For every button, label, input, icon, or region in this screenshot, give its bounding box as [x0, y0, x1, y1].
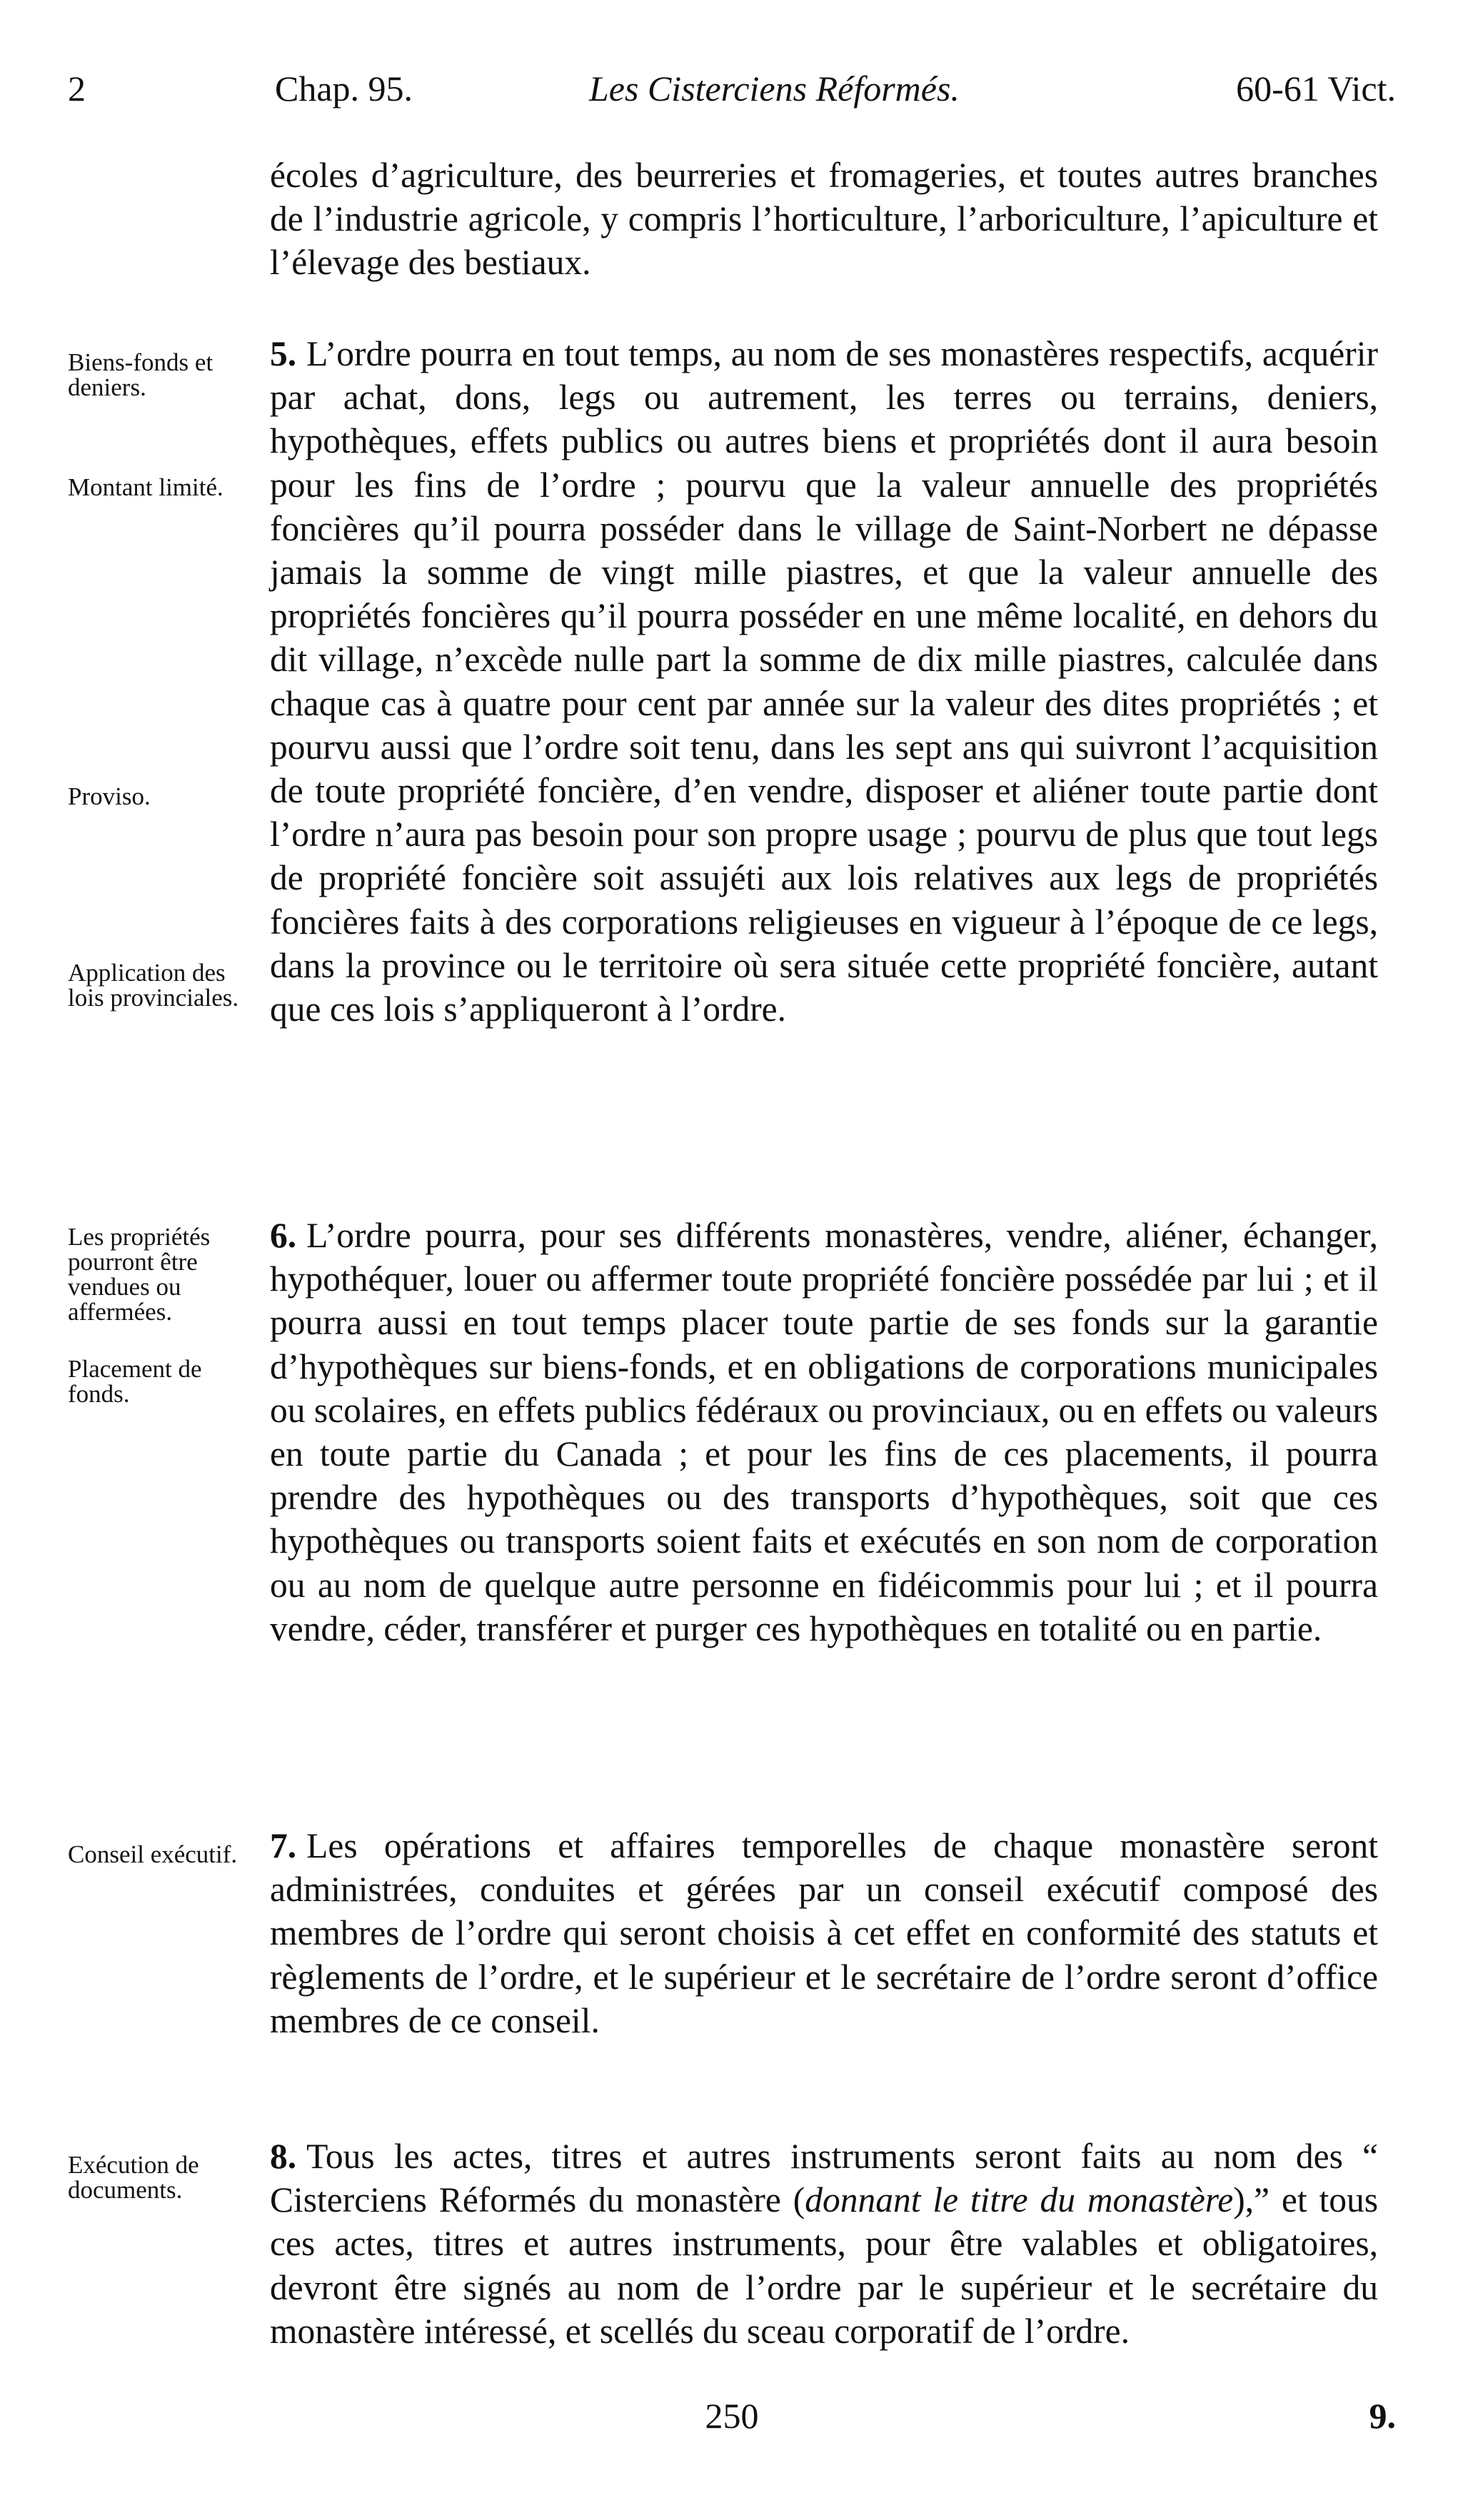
section-text: L’ordre pourra, pour ses différents monastères, vendre, aliéner, échanger, hypothéquer, louer ou affermer toute propriété foncière possédée par lui ; et il pourra aussi en tout temps placer toute partie de ses fonds sur la garantie d’hypothèques sur biens-fonds, et en obligations de corporations municipales ou scolaires, en effets publics fédéraux ou provinciaux, ou en effets ou valeurs en toute partie du Canada ; et pour les fins de ces placements, il pourra prendre des hypothèques ou des transports d’hypothèques, soit que ces hypothèques ou transports soient faits et exécutés en son nom de corporation ou au nom de quelque autre personne en fidéicommis pour lui ; et il pourra vendre, céder, transférer et purger ces hypothèques en totalité ou en partie. [270, 1216, 1378, 1648]
header-regnal-year: 60-61 Vict. [1236, 69, 1396, 109]
footer-catchword: 9. [1369, 2396, 1396, 2436]
margin-note-application: Application des lois provinciales. [68, 959, 239, 1012]
section-text: Les opérations et affaires temporelles de chaque monastère seront administrées, conduites et gérées par un conseil exécutif composé des membres de l’ordre qui seront choisis à cet effet en conformité des statuts et règlements de l’ordre, et le supérieur et le secrétaire de l’ordre seront d’office membres de ce conseil. [270, 1826, 1378, 2040]
running-header [68, 68, 1396, 118]
header-chapter: Chap. 95. [275, 69, 413, 109]
section-8 [270, 2135, 1378, 2353]
section-5 [270, 332, 1378, 1031]
section-text-after: ),” et tous ces actes, titres et autres instruments, pour être valables et obligatoires, devront être signés au nom de l’ordre par le supérieur et le secrétaire du monastère intéressé, et scellés du sceau corporatif de l’ordre. [270, 2180, 1378, 2351]
page-footer [68, 2395, 1396, 2445]
section-number: 8. [270, 2137, 297, 2176]
continuation-paragraph: écoles d’agriculture, des beurreries et fromageries, et toutes autres branches de l’industrie agricole, y compris l’horticulture, l’arboriculture, l’apiculture et l’élevage des bestiaux. [270, 156, 1378, 283]
section-number: 6. [270, 1216, 297, 1255]
margin-note-biens-fonds: Biens-fonds et deniers. [68, 348, 213, 401]
section-7 [270, 1824, 1378, 2042]
margin-note-montant-limite: Montant limité. [68, 473, 223, 501]
section-text: L’ordre pourra en tout temps, au nom de ses monastères respectifs, acquérir par achat, dons, legs ou autrement, les terres ou terrains, deniers, hypothèques, effets publics ou autres biens et propriétés dont il aura besoin pour les fins de l’ordre ; pourvu que la valeur annuelle des propriétés foncières qu’il pourra posséder dans le village de Saint-Norbert ne dépasse jamais la somme de vingt mille piastres, et que la valeur annuelle des propriétés foncières qu’il pourra posséder en une même localité, en dehors du dit village, n’excède nulle part la somme de dix mille piastres, calculée dans chaque cas à quatre pour cent par année sur la valeur des dites propriétés ; et pourvu aussi que l’ordre soit tenu, dans les sept ans qui suivront l’acquisition de toute propriété foncière, d’en vendre, disposer et aliéner toute partie dont l’ordre n’aura pas besoin pour son propre usage ; pourvu de plus que tout legs de propriété foncière soit assujéti aux lois relatives aux legs de propriétés foncières faits à des corporations religieuses en vigueur à l’époque de ce legs, dans la province ou le territoire où sera située cette propriété foncière, autant que ces lois s’appliqueront à l’ordre. [270, 334, 1378, 1029]
section-number: 7. [270, 1826, 297, 1865]
footer-page-number: 250 [705, 2396, 759, 2436]
margin-note-execution: Exécution de documents. [68, 2151, 199, 2204]
margin-note-proprietes: Les propriétés pourront être vendues ou affermées. [68, 1223, 211, 1326]
margin-note-placement: Placement de fonds. [68, 1355, 202, 1408]
section-number: 5. [270, 334, 297, 373]
section-text-before: Tous les actes, titres et autres instruments seront faits au nom des “ Cisterciens Réformés du monastère ( [270, 2137, 1378, 2220]
header-page-number: 2 [68, 69, 86, 109]
margin-note-conseil: Conseil exécutif. [68, 1840, 238, 1868]
section-text-italic: donnant le titre du monastère [805, 2180, 1234, 2220]
margin-note-proviso: Proviso. [68, 782, 151, 810]
section-6 [270, 1214, 1378, 1650]
header-title: Les Cisterciens Réformés. [589, 69, 960, 109]
